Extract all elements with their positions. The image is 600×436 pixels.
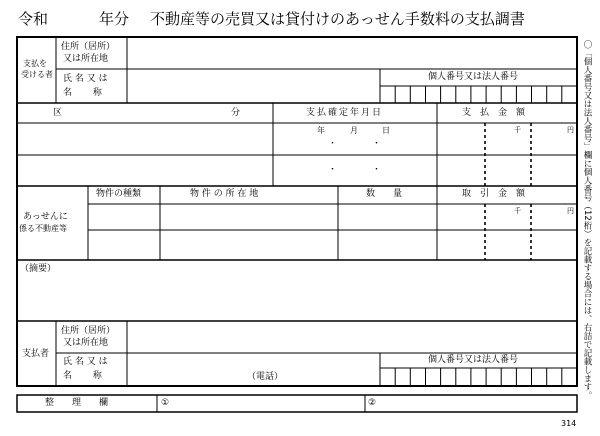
property-section-label-2: 係る不動産等	[19, 224, 67, 233]
recipient-id-number-label: 個人番号又は法人番号	[428, 72, 519, 82]
recipient-name-label-1: 氏 名 又 は	[63, 74, 108, 84]
title-year-label: 年分	[99, 10, 130, 28]
recipient-name-label-2: 名 称	[63, 88, 102, 98]
form-number: 314	[561, 419, 577, 428]
recipient-address-field[interactable]	[128, 38, 576, 68]
property-location-field-1[interactable]	[161, 205, 337, 229]
property-quantity-field-1[interactable]	[339, 205, 436, 229]
property-quantity-field-2[interactable]	[339, 231, 436, 259]
property-quantity-label: 数 量	[366, 189, 403, 199]
recipient-id-number-field[interactable]	[381, 87, 576, 102]
payment-date-unit-year: 年	[317, 126, 325, 135]
admin-label: 整 理 欄	[45, 398, 109, 408]
property-amount-field-2[interactable]	[438, 231, 576, 259]
admin-field-2[interactable]	[380, 396, 576, 411]
recipient-section-label-1: 支払を	[23, 59, 47, 68]
title-era: 令和	[18, 10, 49, 28]
payment-date-label: 支払確定年月日	[306, 108, 384, 118]
payer-id-number-label: 個人番号又は法人番号	[428, 355, 519, 365]
recipient-section-label-2: 受ける者	[21, 70, 53, 79]
payer-address-field[interactable]	[128, 322, 576, 352]
remarks-label: （摘要）	[20, 264, 57, 274]
payment-date-dot-3: ・	[328, 165, 338, 175]
admin-field-2-marker: ②	[368, 398, 377, 408]
payer-address-label-1: 住所（居所）	[61, 326, 116, 336]
payer-name-label-1: 氏 名 又 は	[63, 357, 108, 367]
payment-category-label: 区	[53, 108, 63, 118]
recipient-address-label-1: 住所（居所）	[61, 42, 116, 52]
payer-phone-label: （電話）	[247, 372, 284, 382]
payer-id-number-field[interactable]	[381, 369, 576, 385]
property-type-label: 物件の種類	[96, 189, 142, 199]
payer-section-label: 支払者	[22, 349, 50, 359]
payment-date-unit-month: 月	[350, 126, 358, 135]
property-type-field-1[interactable]	[89, 205, 159, 229]
payer-address-label-2: 又は所在地	[63, 338, 109, 348]
property-type-field-2[interactable]	[89, 231, 159, 259]
side-note: 〇「個人番号又は法人番号」欄に個人番号（12桁）を記載する場合には、右詰で記載します。	[582, 40, 592, 400]
admin-field-1[interactable]	[172, 396, 364, 411]
property-transaction-amount-label: 取 引 金 額	[462, 189, 526, 199]
property-location-label: 物 件 の 所 在 地	[190, 189, 259, 199]
admin-field-1-marker: ①	[161, 398, 170, 408]
remarks-field[interactable]	[18, 278, 576, 320]
payment-amount-unit-yen: 円	[567, 126, 574, 134]
property-location-field-2[interactable]	[161, 231, 337, 259]
property-amount-field-1[interactable]	[438, 205, 576, 229]
payment-amount-unit-thousand: 千	[514, 126, 521, 134]
form-title: 不動産等の売買又は貸付けのあっせん手数料の支払調書	[150, 10, 525, 28]
property-amount-unit-thousand: 千	[514, 207, 521, 215]
payment-amount-field-2[interactable]	[438, 156, 576, 185]
recipient-name-field[interactable]	[128, 70, 379, 102]
payment-date-dot-4: ・	[372, 165, 382, 175]
recipient-address-label-2: 又は所在地	[63, 54, 109, 64]
property-section-label-1: あっせんに	[23, 212, 68, 222]
payment-date-dot-1: ・	[328, 139, 338, 149]
payment-date-unit-day: 日	[382, 126, 390, 135]
payment-category-field-2[interactable]	[18, 156, 272, 185]
property-amount-unit-yen: 円	[567, 207, 574, 215]
payment-category-label-2: 分	[231, 108, 241, 118]
payment-amount-field-1[interactable]	[438, 124, 576, 154]
payment-category-field-1[interactable]	[18, 124, 272, 154]
payment-date-dot-2: ・	[372, 139, 382, 149]
payment-amount-label: 支 払 金 額	[462, 108, 526, 118]
payer-name-label-2: 名 称	[63, 371, 102, 381]
